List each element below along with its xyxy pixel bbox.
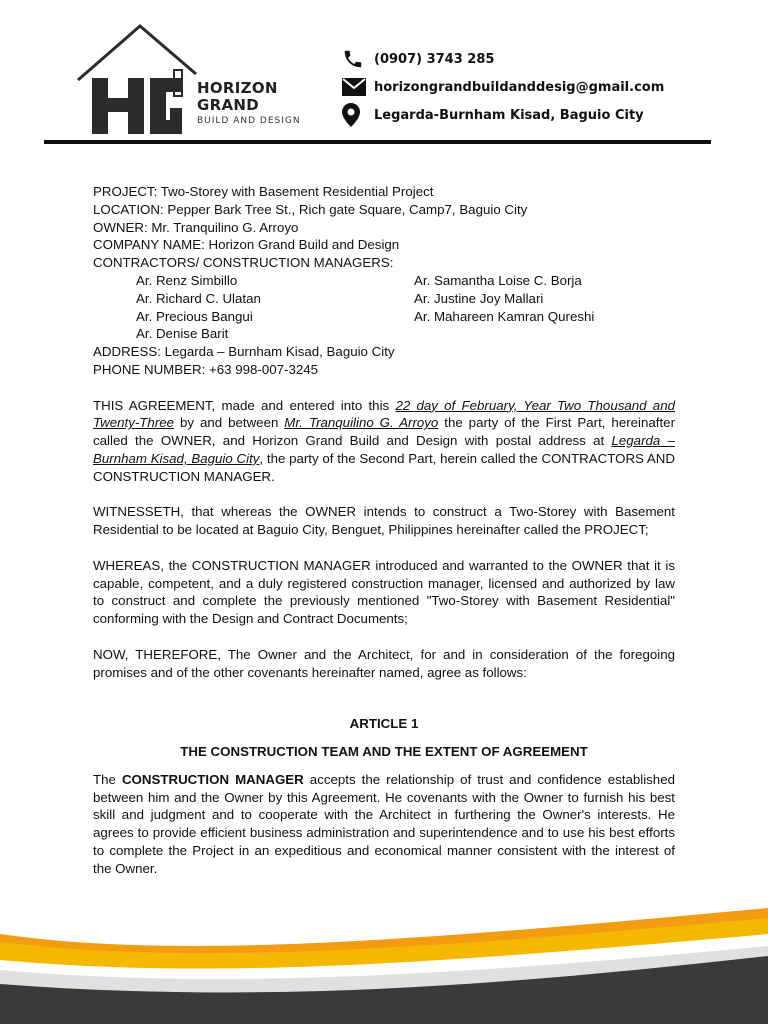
footer-swoosh — [0, 900, 768, 1024]
location-pin-icon — [342, 104, 368, 126]
contact-block — [342, 45, 664, 129]
email-text: horizongrandbuildanddesig@gmail.com — [374, 79, 665, 95]
address-line: ADDRESS: Legarda – Burnham Kisad, Baguio City — [93, 344, 395, 360]
manager-name: Ar. Renz Simbillo — [136, 272, 238, 288]
letterhead — [0, 0, 768, 150]
brand-line-2: GRAND — [197, 96, 259, 114]
manager-name: Ar. Samantha Loise C. Borja — [414, 272, 582, 288]
contract-body — [93, 183, 675, 877]
manager-name: Ar. Justine Joy Mallari — [414, 290, 544, 306]
article-heading: ARTICLE 1 — [349, 716, 419, 732]
company-name-line: COMPANY NAME: Horizon Grand Build and Design — [93, 237, 400, 253]
phone-line: PHONE NUMBER: +63 998-007-3245 — [93, 361, 319, 377]
contact-phone — [342, 45, 664, 73]
managers-list — [93, 272, 675, 343]
envelope-icon — [342, 76, 368, 98]
agreement-paragraph: THIS AGREEMENT, made and entered into this 22 day of February, Year Two Thousand and Twenty-Three by and between Mr. Tranquilino G. Arroyo the party of the First Part, hereinafter called the OWNER, and Horizon Grand Build and Design with postal address at Legarda – Burnham Kisad, Baguio City, the party of the Second Part, herein called the CONTRACTORS AND CONSTRUCTION MANAGER. — [93, 397, 676, 484]
manager-name: Ar. Richard C. Ulatan — [136, 290, 261, 306]
contact-address — [342, 101, 664, 129]
article-paragraph: The CONSTRUCTION MANAGER accepts the relationship of trust and confidence established between him and the Owner by this Agreement. He covenants with the Owner to furnish his best skill and judgment and to cooperate with the Architect in furthering the Owner's interests. He agrees to provide efficient business administration and superintendence and to use his best efforts to complete the Project in an expeditious and economical manner consistent with the interest of the Owner. — [93, 771, 675, 876]
manager-name: Ar. Mahareen Kamran Qureshi — [414, 308, 595, 324]
manager-name: Ar. Denise Barit — [136, 326, 229, 342]
owner-line: OWNER: Mr. Tranquilino G. Arroyo — [93, 219, 299, 235]
contractors-label: CONTRACTORS/ CONSTRUCTION MANAGERS: — [93, 255, 394, 271]
company-wordmark — [197, 80, 301, 126]
postal-address: Legarda – Burnham Kisad, Baguio City — [93, 433, 675, 466]
phone-icon — [342, 48, 368, 70]
header-divider — [44, 140, 711, 144]
witnesseth-paragraph: WITNESSETH, that whereas the OWNER intends to construct a Two-Storey with Basement Residential to be located at Baguio City, Benguet, Philippines hereinafter called the PROJECT; — [93, 504, 675, 538]
brand-line-3: BUILD AND DESIGN — [197, 116, 301, 126]
article-subheading: THE CONSTRUCTION TEAM AND THE EXTENT OF AGREEMENT — [180, 743, 588, 759]
construction-manager-term: CONSTRUCTION MANAGER — [121, 771, 304, 787]
manager-name: Ar. Precious Bangui — [136, 308, 253, 324]
owner-name: Mr. Tranquilino G. Arroyo — [284, 415, 439, 431]
project-line: PROJECT: Two-Storey with Basement Residential Project — [93, 184, 434, 199]
location-line: LOCATION: Pepper Bark Tree St., Rich gate Square, Camp7, Baguio City — [93, 201, 528, 217]
brand-line-1: HORIZON — [197, 79, 278, 97]
agreement-date: 22 day of February, Year Two Thousand and Twenty-Three — [93, 397, 675, 431]
whereas-paragraph: WHEREAS, the CONSTRUCTION MANAGER introduced and warranted to the OWNER that it is capable, competent, and a duly registered construction manager, licensed and authorized by law to construct and complete the previously mentioned "Two-Storey with Basement Residential" conforming with the Design and Contract Documents; — [93, 557, 675, 627]
contact-email — [342, 73, 664, 101]
address-text: Legarda-Burnham Kisad, Baguio City — [374, 107, 644, 123]
now-therefore-paragraph: NOW, THEREFORE, The Owner and the Architect, for and in consideration of the foregoing promises and of the other covenants hereinafter named, agree as follows: — [93, 646, 675, 680]
phone-text: (0907) 3743 285 — [374, 51, 495, 67]
